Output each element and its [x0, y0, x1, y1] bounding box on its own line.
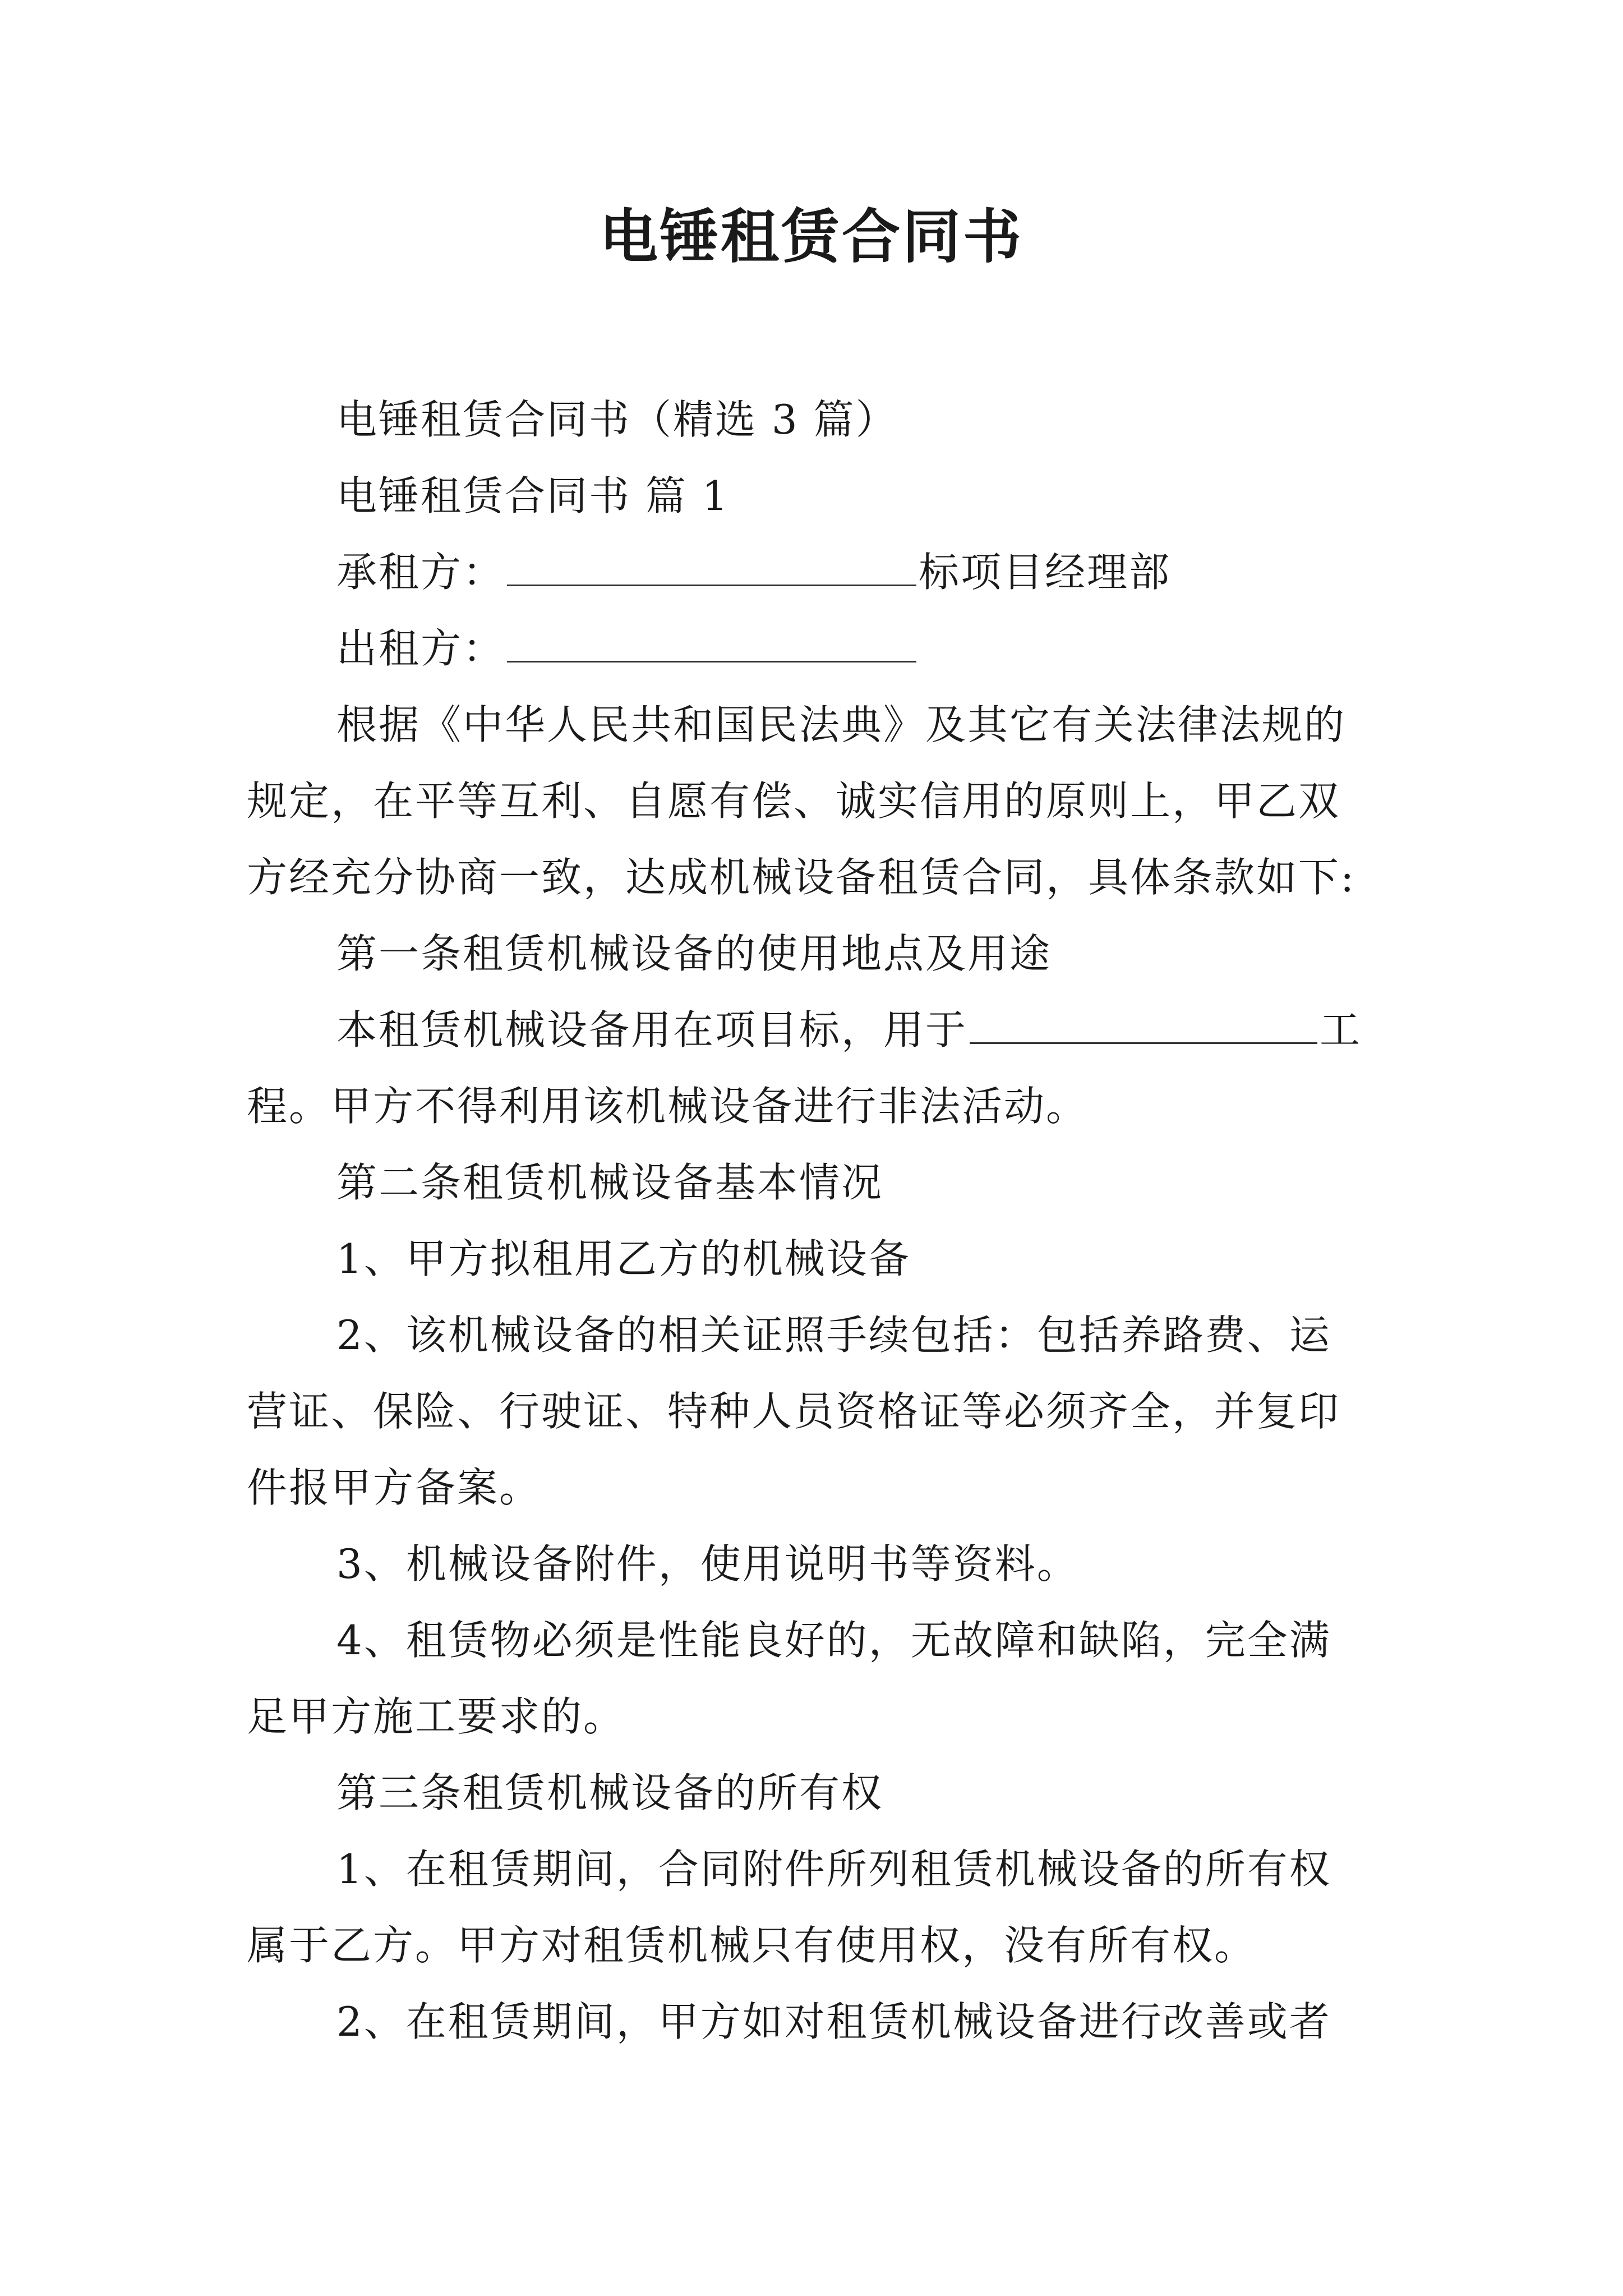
lessor-label: 出租方： [336, 625, 505, 672]
lessee-suffix: 标项目经理部 [919, 549, 1172, 596]
paragraph-line [247, 1373, 1385, 1450]
lessor-blank-field[interactable] [507, 620, 916, 662]
paragraph-line [247, 1068, 1385, 1144]
line-text: 营证、保险、行驶证、特种人员资格证等必须齐全，并复印 [247, 1388, 1341, 1435]
paragraph-line [247, 1907, 1385, 1984]
document-title: 电锤租赁合同书 [599, 202, 1023, 271]
lessee-label: 承租方： [336, 549, 505, 596]
usage-prefix: 本租赁机械设备用在项目标，用于 [336, 1006, 968, 1053]
paragraph-line [247, 1450, 1385, 1526]
line-text: 方经充分协商一致，达成机械设备租赁合同，具体条款如下: [247, 854, 1356, 901]
paragraph-line [247, 687, 1385, 763]
project-blank-field[interactable] [970, 1002, 1317, 1044]
article-heading [247, 1144, 1385, 1221]
line-text: 足甲方施工要求的。 [247, 1693, 626, 1740]
line-text: 规定，在平等互利、自愿有偿、诚实信用的原则上，甲乙双 [247, 777, 1341, 825]
line-text: 程。甲方不得利用该机械设备进行非法活动。 [247, 1083, 1089, 1130]
line-text: 3、机械设备附件，使用说明书等资料。 [336, 1540, 1079, 1588]
usage-line [247, 992, 1385, 1068]
line-text: 第二条租赁机械设备基本情况 [336, 1159, 884, 1206]
document-body [247, 381, 1385, 2060]
paragraph-line [247, 1297, 1385, 1373]
paragraph-line [247, 763, 1385, 839]
line-text: 1、在租赁期间，合同附件所列租赁机械设备的所有权 [336, 1846, 1331, 1893]
lessor-line [247, 610, 1385, 687]
paragraph-line [247, 1678, 1385, 1755]
paragraph-line [247, 1221, 1385, 1297]
line-text: 4、租赁物必须是性能良好的，无故障和缺陷，完全满 [336, 1617, 1331, 1664]
line-text: 件报甲方备案。 [247, 1464, 542, 1511]
line-text: 第三条租赁机械设备的所有权 [336, 1769, 884, 1816]
paragraph-line [247, 381, 1385, 458]
line-text: 电锤租赁合同书（精选 3 篇） [336, 396, 898, 443]
line-text: 电锤租赁合同书 篇 1 [336, 472, 730, 519]
paragraph-line [247, 1831, 1385, 1907]
lessee-blank-field[interactable] [507, 544, 916, 586]
line-text: 属于乙方。甲方对租赁机械只有使用权，没有所有权。 [247, 1922, 1257, 1969]
paragraph-line [247, 1984, 1385, 2060]
lessee-line [247, 534, 1385, 610]
line-text: 根据《中华人民共和国民法典》及其它有关法律法规的 [336, 701, 1347, 748]
paragraph-line [247, 1526, 1385, 1602]
paragraph-line [247, 839, 1385, 915]
line-text: 1、甲方拟租用乙方的机械设备 [336, 1235, 911, 1282]
paragraph-line [247, 458, 1385, 534]
usage-suffix: 工 [1320, 1006, 1362, 1053]
paragraph-line [247, 1602, 1385, 1678]
line-text: 2、该机械设备的相关证照手续包括：包括养路费、运 [336, 1312, 1331, 1359]
article-heading [247, 915, 1385, 992]
line-text: 2、在租赁期间，甲方如对租赁机械设备进行改善或者 [336, 1998, 1331, 2045]
article-heading [247, 1755, 1385, 1831]
line-text: 第一条租赁机械设备的使用地点及用途 [336, 930, 1052, 977]
